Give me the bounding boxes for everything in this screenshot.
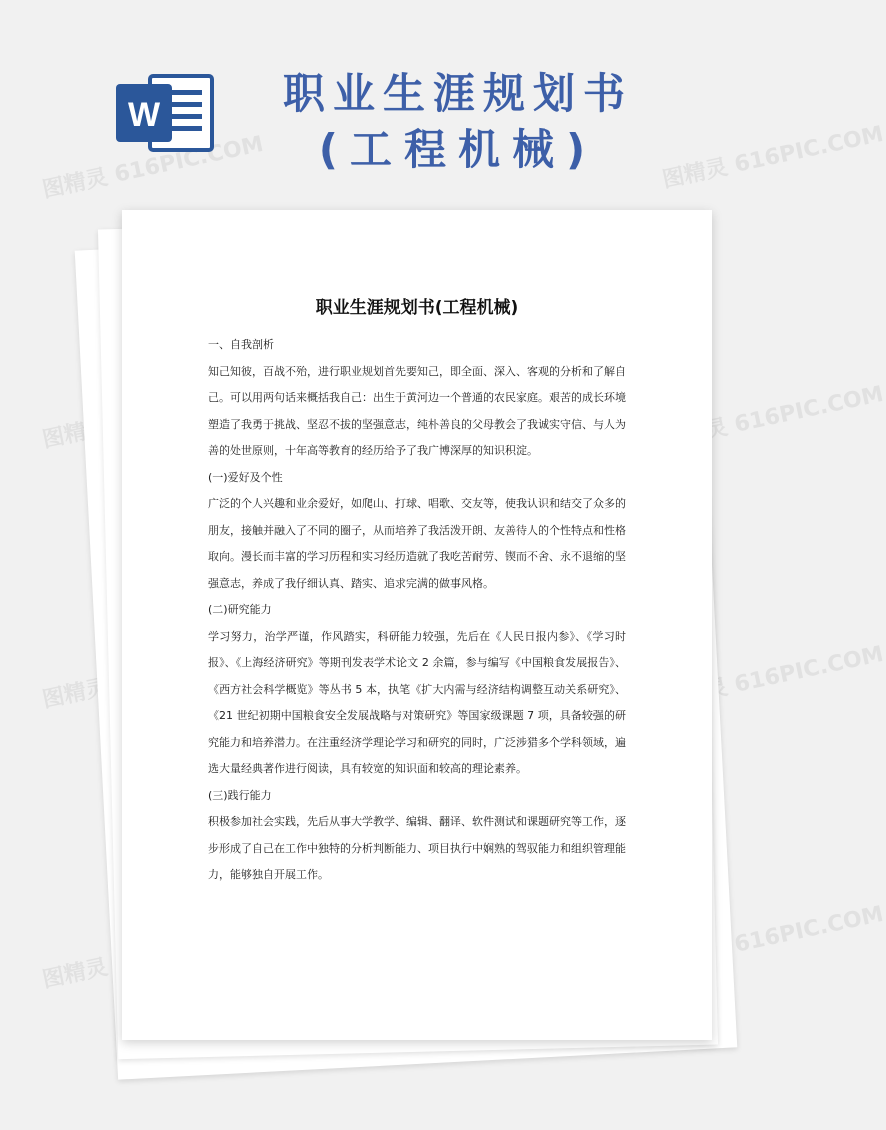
watermark: 图精灵 616PIC.COM — [660, 641, 886, 714]
watermark: 图精灵 616PIC.COM — [660, 381, 886, 454]
word-document-icon — [116, 70, 216, 156]
watermark: 图精灵 616PIC.COM — [40, 131, 266, 204]
document-title: 职业生涯规划书(工程机械) — [315, 298, 519, 318]
section-heading: 一、自我剖析 — [208, 338, 274, 351]
section-heading: (二)研究能力 — [208, 603, 272, 616]
body-paragraph: 广泛的个人兴趣和业余爱好，如爬山、打球、唱歌、交友等，使我认识和结交了众多的朋友，接触并融入了不同的圈子，从而培养了我活泼开朗、友善待人的个性特点和性格取向。漫长而丰富的学习历程和实习经历造就了我吃苦耐劳、锲而不舍、永不退缩的坚强意志，养成了我仔细认真、踏实、追求完满的做事风格。 — [208, 497, 626, 590]
section-heading: (一)爱好及个性 — [208, 470, 283, 484]
banner-title-line2: (工程机械) — [318, 125, 598, 174]
body-paragraph: 学习努力，治学严谨，作风踏实，科研能力较强，先后在《人民日报内参》、《学习时报》、《上海经济研究》等期刊发表学术论文 2 余篇，参与编写《中国粮食发展报告》、《西方社会科学概览》等丛书 5 本，执笔《扩大内需与经济结构调整互动关系研究》、《21 世纪初期中国粮食安全发展战略与对策研究》等国家级课题 7 项，具备较强的研究能力和培养潜力。在注重经济学理论学习和研究的同时，广泛涉猎多个学科领域，遍选大量经典著作进行阅读，具有较宽的知识面和较高的理论素养。 — [208, 629, 626, 775]
logo-letter: W — [127, 96, 161, 134]
watermark: 图精灵 — [40, 954, 111, 994]
banner-title-line1: 职业生涯规划书 — [282, 69, 633, 118]
watermark: 图精灵 — [40, 414, 111, 454]
watermark: 图精灵 616PIC.COM — [660, 121, 886, 194]
body-paragraph: 知己知彼，百战不殆，进行职业规划首先要知己，即全面、深入、客观的分析和了解自己。可以用两句话来概括我自己：出生于黄河边一个普通的农民家庭。艰苦的成长环境塑造了我勇于挑战、坚忍不拔的坚强意志，纯朴善良的父母教会了我诚实守信、与人为善的处世原则，十年高等教育的经历给予了我广博深厚的知识积淀。 — [208, 364, 626, 457]
document-body — [208, 293, 626, 889]
watermark: 图精灵 — [40, 674, 111, 714]
section-heading: (三)践行能力 — [208, 788, 272, 802]
body-paragraph: 积极参加社会实践，先后从事大学教学、编辑、翻译、软件测试和课题研究等工作，逐步形成了自己在工作中独特的分析判断能力、项目执行中娴熟的驾驭能力和组织管理能力，能够独自开展工作。 — [208, 815, 626, 881]
banner-title — [238, 68, 678, 176]
watermark: 图精灵 616PIC.COM — [660, 901, 886, 974]
